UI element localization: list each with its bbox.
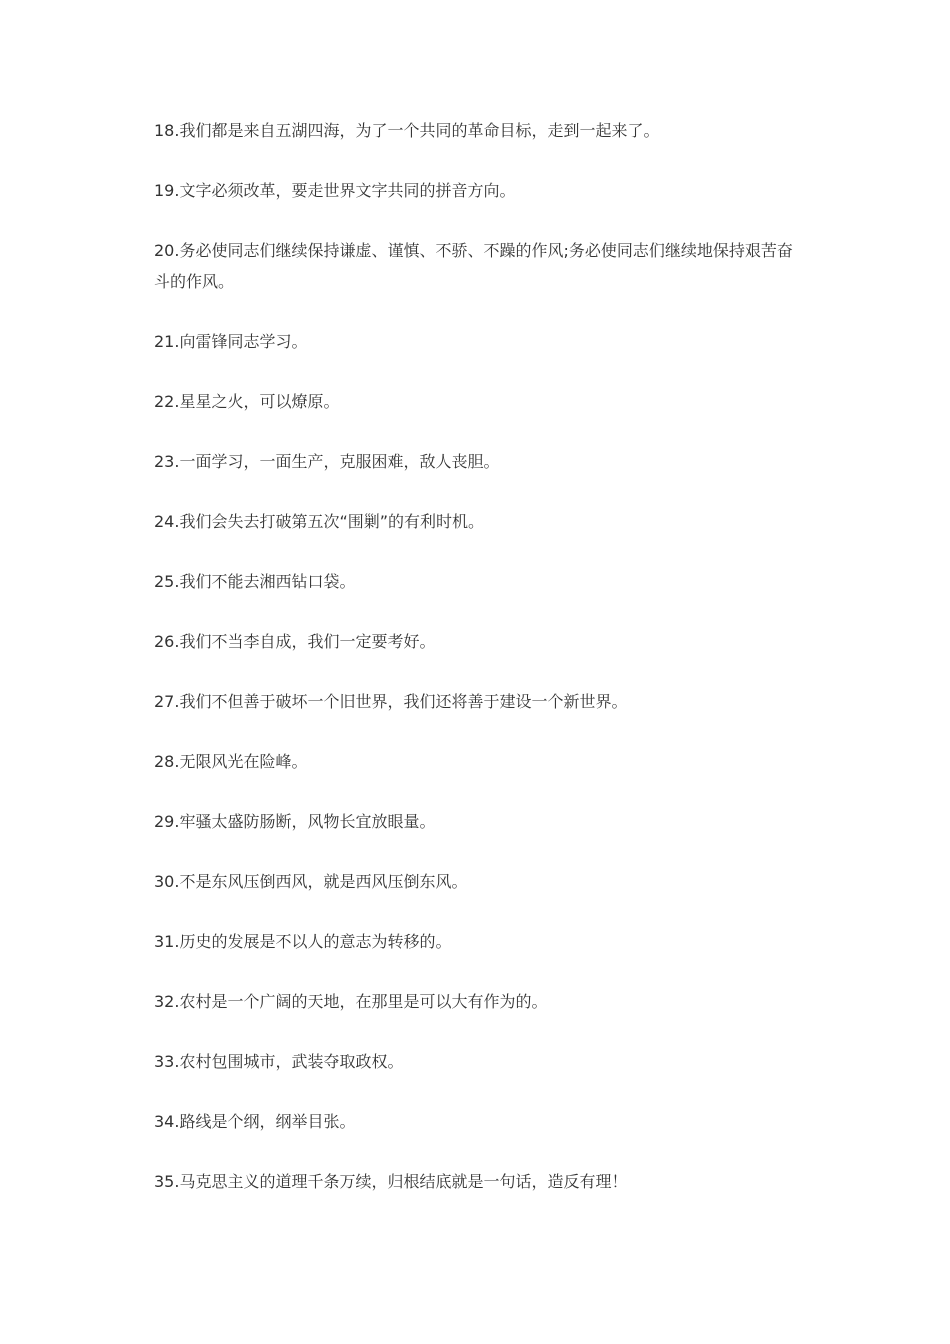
list-item: 31.历史的发展是不以人的意志为转移的。 [154,932,452,951]
list-item: 24.我们会失去打破第五次“围剿”的有利时机。 [154,512,485,531]
list-item: 34.路线是个纲，纲举目张。 [154,1112,356,1131]
list-item: 22.星星之火，可以燎原。 [154,392,340,411]
list-item: 18.我们都是来自五湖四海，为了一个共同的革命目标，走到一起来了。 [154,121,660,140]
list-item: 19.文字必须改革，要走世界文字共同的拼音方向。 [154,181,516,200]
list-item: 20.务必使同志们继续保持谦虚、谨慎、不骄、不躁的作风;务必使同志们继续地保持艰苦奋斗的作风。 [154,241,793,291]
list-item: 30.不是东风压倒西风，就是西风压倒东风。 [154,872,468,891]
list-item: 26.我们不当李自成，我们一定要考好。 [154,632,436,651]
list-item: 33.农村包围城市，武装夺取政权。 [154,1052,404,1071]
list-item: 25.我们不能去湘西钻口袋。 [154,572,356,591]
list-item: 27.我们不但善于破坏一个旧世界，我们还将善于建设一个新世界。 [154,692,628,711]
list-item: 21.向雷锋同志学习。 [154,332,308,351]
list-item: 29.牢骚太盛防肠断，风物长宜放眼量。 [154,812,436,831]
list-item: 23.一面学习，一面生产，克服困难，敌人丧胆。 [154,452,500,471]
list-item: 35.马克思主义的道理千条万续，归根结底就是一句话，造反有理！ [154,1172,628,1191]
list-item: 28.无限风光在险峰。 [154,752,308,771]
quote-list [154,115,794,1226]
list-item: 32.农村是一个广阔的天地，在那里是可以大有作为的。 [154,992,548,1011]
